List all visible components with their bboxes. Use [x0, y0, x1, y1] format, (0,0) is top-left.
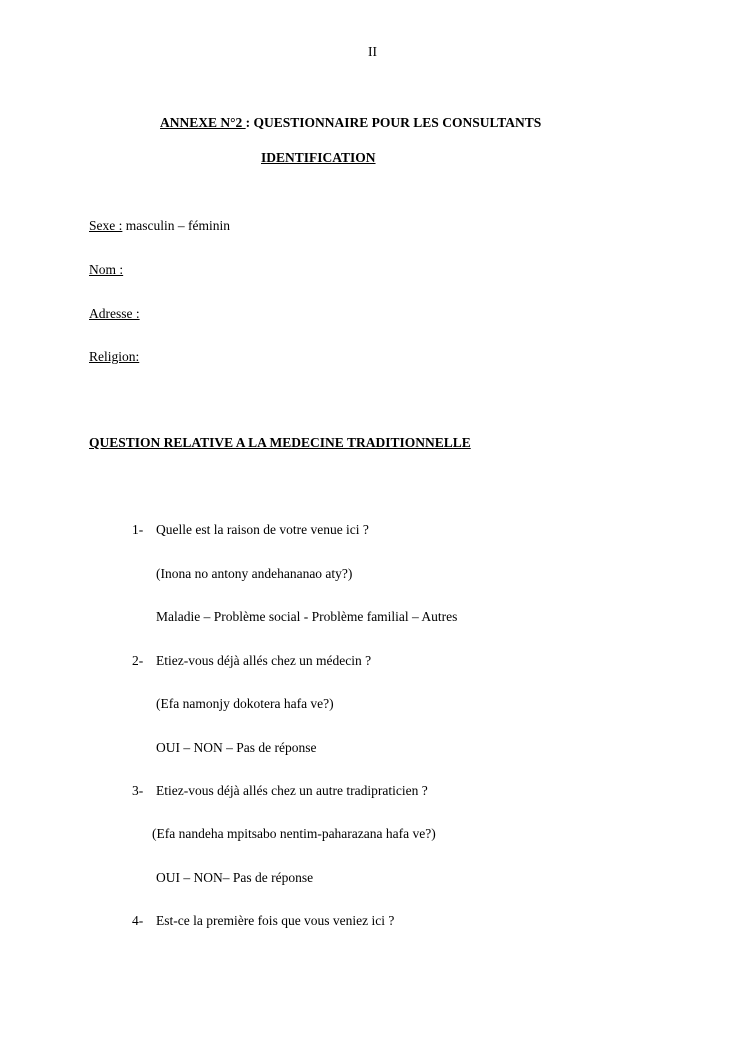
field-adresse-label: Adresse : — [89, 306, 140, 321]
question-options: OUI – NON – Pas de réponse — [156, 740, 317, 755]
question-text: Est-ce la première fois que vous veniez ici ? — [156, 913, 395, 928]
question-number: 3- — [132, 783, 144, 798]
section-heading: QUESTION RELATIVE A LA MEDECINE TRADITIONNELLE — [89, 435, 471, 450]
question-text: Quelle est la raison de votre venue ici ? — [156, 522, 369, 537]
identification-heading: IDENTIFICATION — [261, 150, 376, 165]
question-number: 2- — [132, 653, 144, 668]
annex-label: ANNEXE N°2 — [160, 115, 246, 130]
question-number: 4- — [132, 913, 144, 928]
question-translation: (Efa namonjy dokotera hafa ve?) — [156, 696, 334, 711]
question-text: Etiez-vous déjà allés chez un médecin ? — [156, 653, 372, 668]
question-options: OUI – NON– Pas de réponse — [156, 870, 314, 885]
field-adresse — [89, 306, 140, 322]
field-nom — [89, 262, 123, 278]
field-sexe-value: masculin – féminin — [122, 218, 230, 233]
annex-title — [160, 115, 541, 131]
question-text: Etiez-vous déjà allés chez un autre tradipraticien ? — [156, 783, 428, 798]
field-sexe — [89, 218, 230, 234]
field-sexe-label: Sexe : — [89, 218, 123, 233]
annex-heading: : QUESTIONNAIRE POUR LES CONSULTANTS — [245, 115, 542, 130]
question-translation: (Inona no antony andehananao aty?) — [156, 566, 353, 581]
field-religion — [89, 349, 139, 365]
question-options: Maladie – Problème social - Problème familial – Autres — [156, 609, 458, 624]
question-number: 1- — [132, 522, 144, 537]
field-nom-label: Nom : — [89, 262, 124, 277]
question-translation: (Efa nandeha mpitsabo nentim-paharazana hafa ve?) — [152, 826, 436, 841]
field-religion-label: Religion: — [89, 349, 140, 364]
page-number: II — [368, 44, 377, 59]
